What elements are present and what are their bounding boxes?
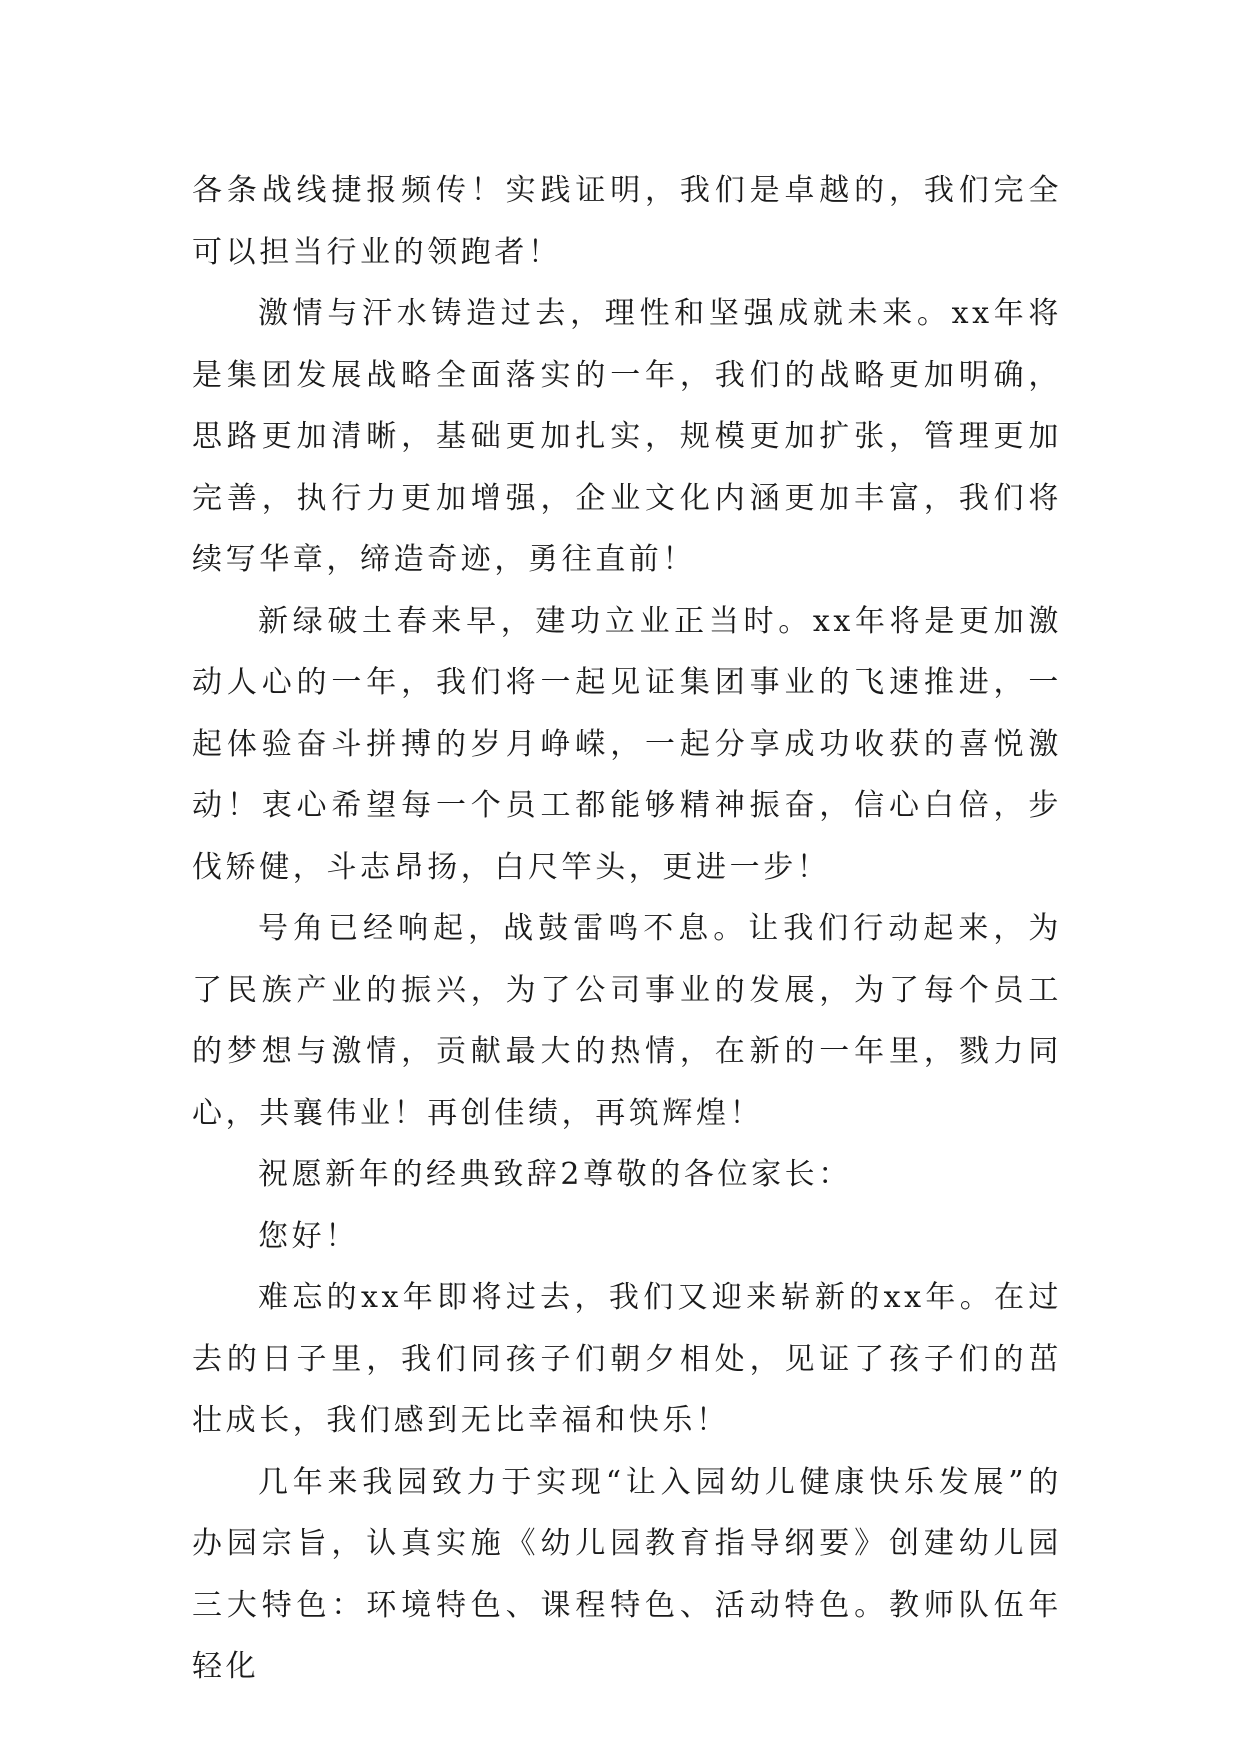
section-heading: 祝愿新年的经典致辞2尊敬的各位家长： (258, 1157, 852, 1192)
paragraph-8: 几年来我园致力于实现“让入园幼儿健康快乐发展”的办园宗旨，认真实施《幼儿园教育指导纲要》创建幼儿园三大特色：环境特色、课程特色、活动特色。教师队伍年轻化 (192, 1464, 1062, 1684)
paragraph-7: 难忘的xx年即将过去，我们又迎来崭新的xx年。在过去的日子里，我们同孩子们朝夕相处，见证了孩子们的茁壮成长，我们感到无比幸福和快乐！ (192, 1280, 1062, 1438)
paragraph-3: 新绿破土春来早，建功立业正当时。xx年将是更加激动人心的一年，我们将一起见证集团事业的飞速推进，一起体验奋斗拼搏的岁月峥嵘，一起分享成功收获的喜悦激动！衷心希望每一个员工都能够精神振奋，信心白倍，步伐矫健，斗志昂扬，白尺竿头，更进一步！ (192, 603, 1062, 885)
paragraph-2: 激情与汗水铸造过去，理性和坚强成就未来。xx年将是集团发展战略全面落实的一年，我们的战略更加明确，思路更加清晰，基础更加扎实，规模更加扩张，管理更加完善，执行力更加增强，企业文化内涵更加丰富，我们将续写华章，缔造奇迹，勇往直前！ (192, 296, 1062, 577)
greeting: 您好！ (258, 1218, 359, 1254)
paragraph-4: 号角已经响起，战鼓雷鸣不息。让我们行动起来，为了民族产业的振兴，为了公司事业的发展，为了每个员工的梦想与激情，贡献最大的热情，在新的一年里，戮力同心，共襄伟业！再创佳绩，再筑辉煌！ (192, 911, 1062, 1131)
document-body (192, 160, 1062, 1698)
paragraph-1: 各条战线捷报频传！实践证明，我们是卓越的，我们完全可以担当行业的领跑者！ (192, 173, 1062, 270)
